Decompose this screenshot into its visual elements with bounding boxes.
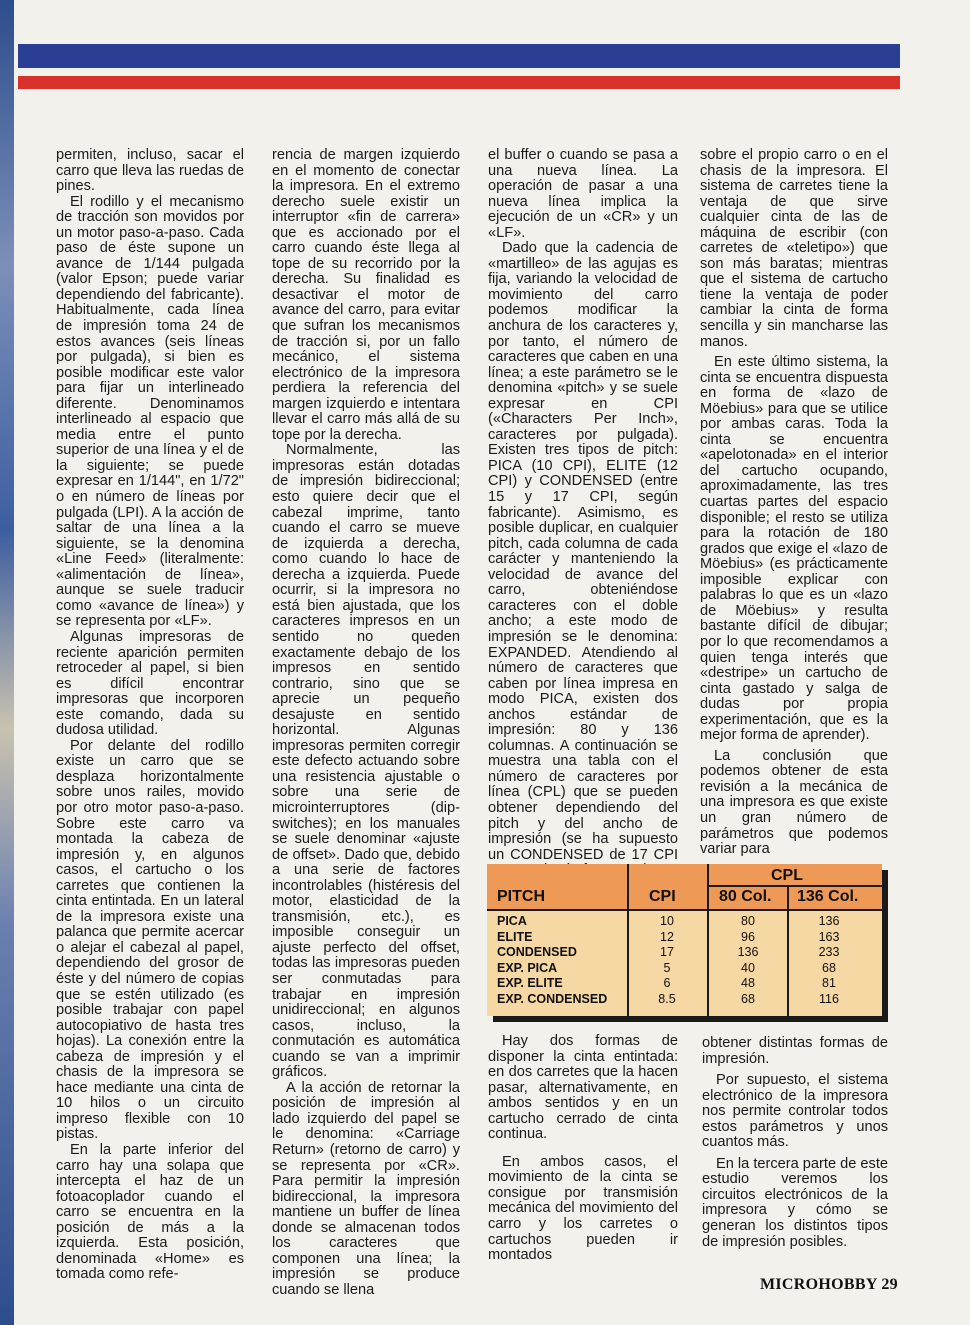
- paragraph: En la parte inferior del carro hay una solapa que intercepta el haz de un fotoacoplador cuando el carro se encuentra en la posición de más a la izquierda. Esta posición, denominada «Home» es tomada como refe-: [56, 1142, 244, 1283]
- paragraph: La conclusión que podemos obtener de esta revisión a la mecánica de una impresora es que existe un gran número de parámetros que podemos variar para: [700, 747, 888, 858]
- table-cell: 8.5: [658, 991, 676, 1006]
- table-cell: 48: [741, 976, 755, 991]
- table-cell: 40: [741, 960, 755, 975]
- text-column-5: [488, 1034, 678, 1264]
- header-80-col: 80 Col.: [719, 888, 772, 905]
- table-cell: 136: [737, 945, 759, 960]
- paragraph: Dado que la cadencia de «martilleo» de las agujas es fija, variando la velocidad de movimiento del carro podemos modificar la anchura de los caracteres y, por tanto, el número de caracteres que caben en una línea; a este parámetro se le denomina «pitch» y se suele expresar en CPI («Characters Per Inch», caracteres por pulgada). Existen tres tipos de pitch: PICA (10 CPI), ELITE (12 CPI) y CONDENSED (entre 15 y 17 CPI, según fabricante). Asimismo, es posible duplicar, en cualquier pitch, cada columna de cada carácter y manteniendo la velocidad de avance del carro, obteniéndose caracteres con el doble ancho; a este modo de impresión se le denomina: EXPANDED. Atendiendo al número de caracteres que caben por línea impresa en modo PICA, existen dos anchos estándar de impresión: 80 y 136 columnas. A continuación se muestra una tabla con el número de caracteres por línea (CPL) que se pueden obtener dependiendo del pitch y del ancho de impresión (se ha supuesto un CONDENSED de 17 CPI: [488, 240, 678, 863]
- text-column-1: [56, 148, 244, 1283]
- paragraph: Algunas impresoras de reciente aparición permiten retroceder al papel, si bien es difícil encontrar impresoras que incorporen este comando, dada su dudosa utilidad.: [56, 628, 244, 739]
- table-divider: [787, 886, 789, 1016]
- table-cell: 80: [741, 914, 755, 928]
- table-cell: 10: [660, 914, 674, 928]
- text-column-3: [488, 148, 678, 879]
- header-cpi: CPI: [649, 888, 676, 905]
- paragraph: Por delante del rodillo existe un carro que se desplaza horizontalmente sobre unos railes, movido por otro motor paso-a-paso. Sobre este carro va montada la cabeza de impresión y, en algunos casos, el cartucho o los carretes que contienen la cinta entintada. En un lateral de la impresora existe una palanca que permite acercar o alejar el cabezal al papel, dependiendo del grosor de éste y del número de copias que se estén utilizado (es posible trabajar con papel autocopiativo de hasta tres hojas). La conexión entre la cabeza de impresión y el chasis de la impresora se hace mediante una cinta de 10 hilos o un circuito impreso flexible con 10 pistas.: [56, 737, 244, 1143]
- page-footer: MICROHOBBY 29: [760, 1276, 898, 1293]
- table-cell: PICA: [497, 914, 527, 928]
- text-column-6: [702, 1036, 888, 1250]
- paragraph: rencia de margen izquierdo en el momento de conectar la impresora. En el extremo derecho suele existir un interruptor «fin de carrera» que es accionado por el carro cuando éste llega al tope de su recorrido por la derecha. Su finalidad es desactivar el motor de avance del carro, para evitar que sufran los mecanismos de tracción si, por un fallo mecánico, el sistema electrónico de la impresora perdiera la referencia del margen izquierdo e intentara llevar el carro más allá de su tope por la derecha.: [272, 147, 460, 443]
- paragraph: permiten, incluso, sacar el carro que lleva las ruedas de pines.: [56, 147, 244, 195]
- table-cell: ELITE: [497, 929, 533, 944]
- table-cell: 17: [660, 945, 674, 960]
- table-cell: 81: [822, 976, 836, 991]
- text-column-4: [700, 148, 888, 858]
- table-cell: 96: [741, 929, 755, 944]
- page-edge-decoration: [0, 0, 14, 1325]
- table-cell: 6: [663, 976, 671, 991]
- table-cell: 136: [818, 914, 840, 928]
- paragraph: A la acción de retornar la posición de impresión al lado izquierdo del papel se le denomina: «Carriage Return» (retorno de carro) y se representa por «CR». Para permitir la impresión bidireccional, la impresora mantiene un buffer de línea donde se almacenan todos los caracteres que componen una línea; la impresión se produce cuando se llena: [272, 1079, 460, 1298]
- table-cell: 12: [660, 929, 674, 944]
- table-column-80: [713, 914, 783, 1008]
- table-cell: EXP. PICA: [497, 960, 558, 975]
- header-band-blue: [18, 44, 900, 68]
- paragraph: Por supuesto, el sistema electrónico de la impresora nos permite controlar todos estos parámetros y unos cuantos más.: [702, 1072, 888, 1151]
- paragraph: En la tercera parte de este estudio veremos los circuitos electrónicos de la impresora y cómo se generan los distintos tipos de impresión posibles.: [702, 1155, 888, 1250]
- table-cell: EXP. ELITE: [497, 976, 563, 991]
- table-cell: EXP. CONDENSED: [497, 991, 608, 1006]
- table-column-136: [793, 914, 865, 1008]
- paragraph: En este último sistema, la cinta se encuentra dispuesta en forma de «lazo de Möebius» para que se utilice por ambas caras. Toda la cinta se encuentra «apelotonada» en el interior del cartucho ocupando, aproximadamente, las tres cuartas partes del espacio disponible; el resto se utiliza para la rotación de 180 grados que exige el «lazo de Möebius» (es prácticamente imposible explicar con palabras lo que es un «lazo de Möebius» y resulta bastante difícil de dibujar; por lo que recomendamos a quien tenga interés que «destripe» un cartucho de cinta gastado y salga de dudas por propia experimentación, que es la mejor forma de aprender).: [700, 354, 888, 744]
- paragraph: Hay dos formas de disponer la cinta entintada: en dos carretes que la hacen pasar, alternativamente, en ambos sentidos y en un cartucho cerrado de cinta continua.: [488, 1033, 678, 1143]
- paragraph: obtener distintas formas de impresión.: [702, 1035, 888, 1067]
- header-cpl: CPL: [771, 867, 803, 884]
- paragraph: Normalmente, las impresoras están dotadas de impresión bidireccional; esto quiere decir que el cabezal imprime, tanto cuando el carro se mueve de izquierda a derecha, como cuando lo hace de derecha a izquierda. Puede ocurrir, si la impresora no está bien ajustada, que los caracteres impresos en un sentido no queden exactamente debajo de los impresos en sentido contrario, sino que se aprecie un pequeño desajuste en sentido horizontal. Algunas impresoras permiten corregir este defecto actuando sobre una resistencia ajustable o sobre una serie de microinterruptores (dip-switches); en los manuales se suele denominar «ajuste de offset». Dado que, debido a una serie de factores incontrolables (histéresis del motor, elasticidad de la transmisión, etc.), es imposible conseguir un ajuste perfecto del offset, todas las impresoras pueden ser conmutadas para trabajar en impresión unidireccional; en algunos casos, incluso, la conmutación es automática cuando se van a imprimir gráficos.: [272, 442, 460, 1081]
- table-cell: 5: [663, 960, 671, 975]
- paragraph: sobre el propio carro o en el chasis de la impresora. El sistema de carretes tiene la ventaja de que sirve cualquier cinta de las de máquina de escribir (con carretes de «teletipo») que son más baratas; mientras que el sistema de cartucho tiene la ventaja de poder cambiar la cinta de forma sencilla y sin mancharse las manos.: [700, 147, 888, 350]
- text-column-2: [272, 148, 460, 1298]
- header-136-col: 136 Col.: [797, 888, 859, 905]
- table-cell: 233: [818, 945, 840, 960]
- table-column-cpi: [637, 914, 697, 1008]
- table-cell: 68: [822, 960, 836, 975]
- paragraph: En ambos casos, el movimiento de la cinta se consigue por transmisión mecánica del movimiento del carro y los carretes o cartuchos pueden ir montados: [488, 1153, 678, 1264]
- paragraph: el buffer o cuando se pasa a una nueva línea. La operación de pasar a una nueva línea implica la ejecución de un «CR» y un «LF».: [488, 147, 678, 241]
- header-pitch: PITCH: [497, 888, 545, 905]
- table-divider: [707, 885, 882, 887]
- table-cell: 163: [818, 929, 840, 944]
- table-divider: [627, 864, 629, 1016]
- table-cell: CONDENSED: [497, 945, 577, 960]
- table-cell: 68: [741, 991, 755, 1006]
- table-column-pitch: [497, 914, 607, 1008]
- header-band-red: [18, 76, 900, 89]
- cpl-table: [487, 864, 882, 1016]
- table-cell: 116: [819, 991, 839, 1006]
- paragraph: El rodillo y el mecanismo de tracción son movidos por un motor paso-a-paso. Cada paso de éste supone un avance de 1/144 pulgada (valor Epson; puede variar dependiendo del fabricante). Habitualmente, cada línea de impresión toma 24 de estos avances (seis líneas por pulgada), si bien es posible modificar este valor para fijar un interlineado diferente. Denominamos interlineado al espacio que media entre el punto superior de una línea y el de la siguiente; se puede expresar en 1/144", en 1/72" o en número de líneas por pulgada (LPI). A la acción de saltar de una línea a la siguiente, se la denomina «Line Feed» (literalmente: «alimentación de línea», aunque se suele traducir como «avance de línea») y se representa por «LF».: [56, 193, 244, 630]
